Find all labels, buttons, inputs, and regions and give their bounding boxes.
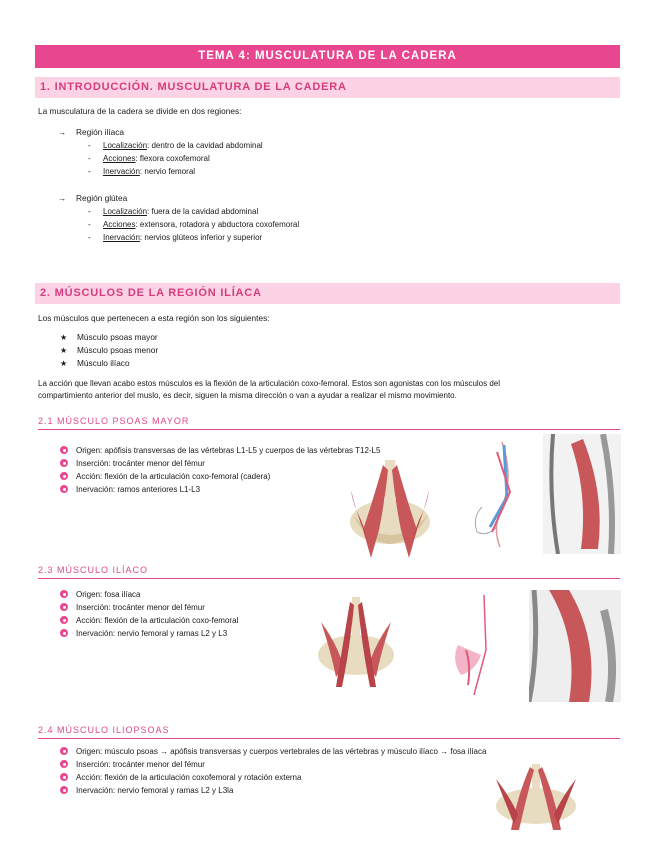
list-item: - Inervación: nervios glúteos inferior y superior bbox=[88, 233, 263, 242]
arrow-icon: → bbox=[58, 193, 67, 203]
list-item: - Localización: fuera de la cavidad abdominal bbox=[88, 207, 259, 216]
flower-bullet-icon bbox=[60, 485, 68, 493]
flower-bullet-icon bbox=[60, 446, 68, 454]
list-item: Inserción: trocánter menor del fémur bbox=[60, 759, 205, 770]
iliacus-anatomy-drawing bbox=[529, 590, 621, 702]
star-icon: ★ bbox=[60, 333, 68, 342]
flower-bullet-icon bbox=[60, 747, 68, 755]
flower-bullet-icon bbox=[60, 786, 68, 794]
list-item: - Acciones: flexora coxofemoral bbox=[88, 154, 210, 163]
list-item: Inervación: ramos anteriores L1-L3 bbox=[60, 484, 200, 495]
list-item: Inserción: trocánter menor del fémur bbox=[60, 602, 205, 613]
flower-bullet-icon bbox=[60, 616, 68, 624]
pelvis-iliacus-illustration bbox=[306, 597, 406, 690]
list-item: Acción: flexión de la articulación coxo-femoral (cadera) bbox=[60, 471, 270, 482]
pelvis-iliopsoas-illustration bbox=[486, 764, 586, 830]
flower-bullet-icon bbox=[60, 603, 68, 611]
paragraph-line: compartimiento anterior del muslo, es decir, siguen la misma dirección o van a ayudar a realizar el mismo movimiento. bbox=[38, 391, 457, 400]
psoas-anatomy-drawing bbox=[543, 434, 621, 554]
list-item: ★ Músculo psoas menor bbox=[60, 345, 159, 355]
paragraph-line: La acción que llevan acabo estos músculos es la flexión de la articulación coxo-femoral. Estos son agonistas con los músculos del bbox=[38, 379, 501, 388]
list-item: Origen: apófisis transversas de las vértebras L1-L5 y cuerpos de las vértebras T12-L5 bbox=[60, 445, 380, 456]
list-item: Inervación: nervio femoral y ramas L2 y L3la bbox=[60, 785, 233, 796]
list-item: Origen: músculo psoas → apófisis transversas y cuerpos vertebrales de las vértebras y músculo ilíaco → fosa ilíaca bbox=[60, 746, 486, 757]
region-name: Región ilíaca bbox=[76, 127, 124, 137]
region-iliaca bbox=[58, 127, 124, 138]
list-item: ★ Músculo psoas mayor bbox=[60, 332, 158, 342]
flower-bullet-icon bbox=[60, 629, 68, 637]
list-item: - Acciones: extensora, rotadora y abductora coxofemoral bbox=[88, 220, 300, 229]
section-2-intro: Los músculos que pertenecen a esta región son los siguientes: bbox=[38, 313, 270, 323]
region-name: Región glútea bbox=[76, 193, 128, 203]
flower-bullet-icon bbox=[60, 773, 68, 781]
list-item: Origen: fosa ilíaca bbox=[60, 589, 140, 600]
iliacus-diagram-illustration bbox=[446, 590, 498, 700]
pelvis-psoas-illustration bbox=[333, 460, 448, 560]
subsection-2-3-heading: 2.3 MÚSCULO ILÍACO bbox=[38, 563, 620, 579]
list-item: Acción: flexión de la articulación coxofemoral y rotación externa bbox=[60, 772, 301, 783]
subsection-2-4-heading: 2.4 MÚSCULO ILIOPSOAS bbox=[38, 723, 620, 739]
subsection-2-1-heading: 2.1 MÚSCULO PSOAS MAYOR bbox=[38, 414, 620, 430]
list-item: Inserción: trocánter menor del fémur bbox=[60, 458, 205, 469]
page-title: TEMA 4: MUSCULATURA DE LA CADERA bbox=[35, 45, 620, 68]
star-icon: ★ bbox=[60, 346, 68, 355]
star-icon: ★ bbox=[60, 359, 68, 368]
list-item: Inervación: nervio femoral y ramas L2 y L3 bbox=[60, 628, 227, 639]
flower-bullet-icon bbox=[60, 760, 68, 768]
flower-bullet-icon bbox=[60, 590, 68, 598]
flower-bullet-icon bbox=[60, 472, 68, 480]
section-1-intro: La musculatura de la cadera se divide en dos regiones: bbox=[38, 106, 242, 116]
arrow-icon: → bbox=[58, 127, 67, 137]
region-glutea bbox=[58, 193, 127, 204]
flower-bullet-icon bbox=[60, 459, 68, 467]
list-item: - Localización: dentro de la cavidad abdominal bbox=[88, 141, 263, 150]
list-item: ★ Músculo ilíaco bbox=[60, 358, 130, 368]
list-item: Acción: flexión de la articulación coxo-femoral bbox=[60, 615, 238, 626]
section-2-heading: 2. MÚSCULOS DE LA REGIÓN ILÍACA bbox=[35, 283, 620, 304]
psoas-diagram-illustration bbox=[462, 437, 524, 549]
section-1-heading: 1. INTRODUCCIÓN. MUSCULATURA DE LA CADERA bbox=[35, 77, 620, 98]
list-item: - Inervación: nervio femoral bbox=[88, 167, 196, 176]
